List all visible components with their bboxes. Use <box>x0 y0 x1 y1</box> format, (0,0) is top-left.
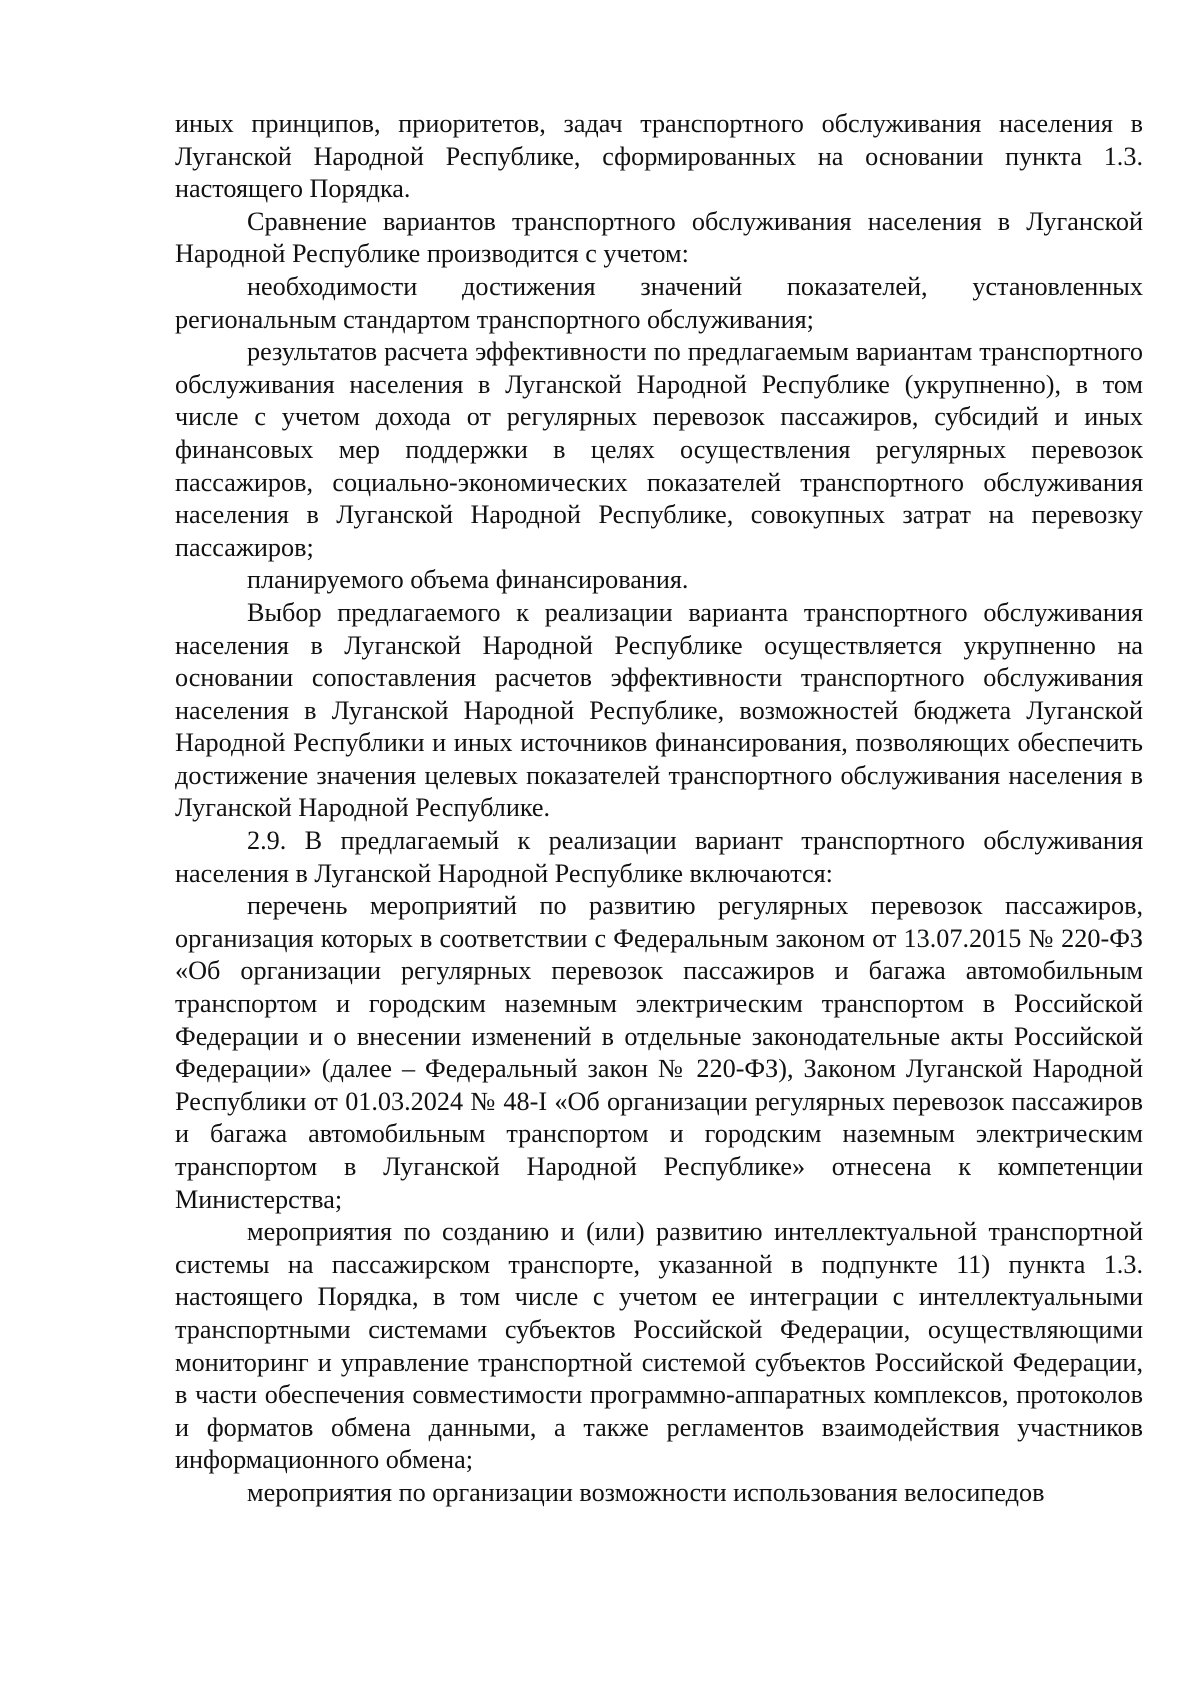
paragraph-selection: Выбор предлагаемого к реализации варианта транспортного обслуживания населения в Луганской Народной Республике осуществляется укрупненно на основании сопоставления расчетов эффективности транспортного обслуживания населения в Луганской Народной Республике, возможностей бюджета Луганской Народной Республики и иных источников финансирования, позволяющих обеспечить достижение значения целевых показателей транспортного обслуживания населения в Луганской Народной Республике. <box>175 597 1143 823</box>
paragraph-section-2-9: 2.9. В предлагаемый к реализации вариант транспортного обслуживания населения в Луганской Народной Республике включаются: <box>175 826 1143 888</box>
paragraph-its-measures: мероприятия по созданию и (или) развитию интеллектуальной транспортной системы на пассажирском транспорте, указанной в подпункте 11) пункта 1.3. настоящего Порядка, в том числе с учетом ее интеграции с интеллектуальными транспортными системами субъектов Российской Федерации, осуществляющими мониторинг и управление транспортной системой субъектов Российской Федерации, в части обеспечения совместимости программно-аппаратных комплексов, протоколов и форматов обмена данными, а также регламентов взаимодействия участников информационного обмена; <box>175 1217 1143 1475</box>
document-page <box>175 108 1143 1510</box>
paragraph-measures-list: перечень мероприятий по развитию регулярных перевозок пассажиров, организация которых в соответствии с Федеральным законом от 13.07.2015 № 220-ФЗ «Об организации регулярных перевозок пассажиров и багажа автомобильным транспортом и городским наземным электрическим транспортом в Российской Федерации и о внесении изменений в отдельные законодательные акты Российской Федерации» (далее – Федеральный закон № 220-ФЗ), Законом Луганской Народной Республики от 01.03.2024 № 48-I «Об организации регулярных перевозок пассажиров и багажа автомобильным транспортом и городским наземным электрическим транспортом в Луганской Народной Республике» отнесена к компетенции Министерства; <box>175 891 1143 1214</box>
paragraph-comparison: Сравнение вариантов транспортного обслуживания населения в Луганской Народной Республике производится с учетом: <box>175 206 1143 269</box>
paragraph-indicators: необходимости достижения значений показателей, установленных региональным стандартом транспортного обслуживания; <box>175 271 1143 334</box>
paragraph-efficiency: результатов расчета эффективности по предлагаемым вариантам транспортного обслуживания населения в Луганской Народной Республике (укрупненно), в том числе с учетом дохода от регулярных перевозок пассажиров, субсидий и иных финансовых мер поддержки в целях осуществления регулярных перевозок пассажиров, социально-экономических показателей транспортного обслуживания населения в Луганской Народной Республике, совокупных затрат на перевозку пассажиров; <box>175 337 1143 562</box>
paragraph-continuation: иных принципов, приоритетов, задач транспортного обслуживания населения в Луганской Народной Республике, сформированных на основании пункта 1.3. настоящего Порядка. <box>175 109 1143 204</box>
paragraph-funding: планируемого объема финансирования. <box>247 565 689 595</box>
paragraph-bicycles: мероприятия по организации возможности использования велосипедов <box>247 1477 1045 1507</box>
